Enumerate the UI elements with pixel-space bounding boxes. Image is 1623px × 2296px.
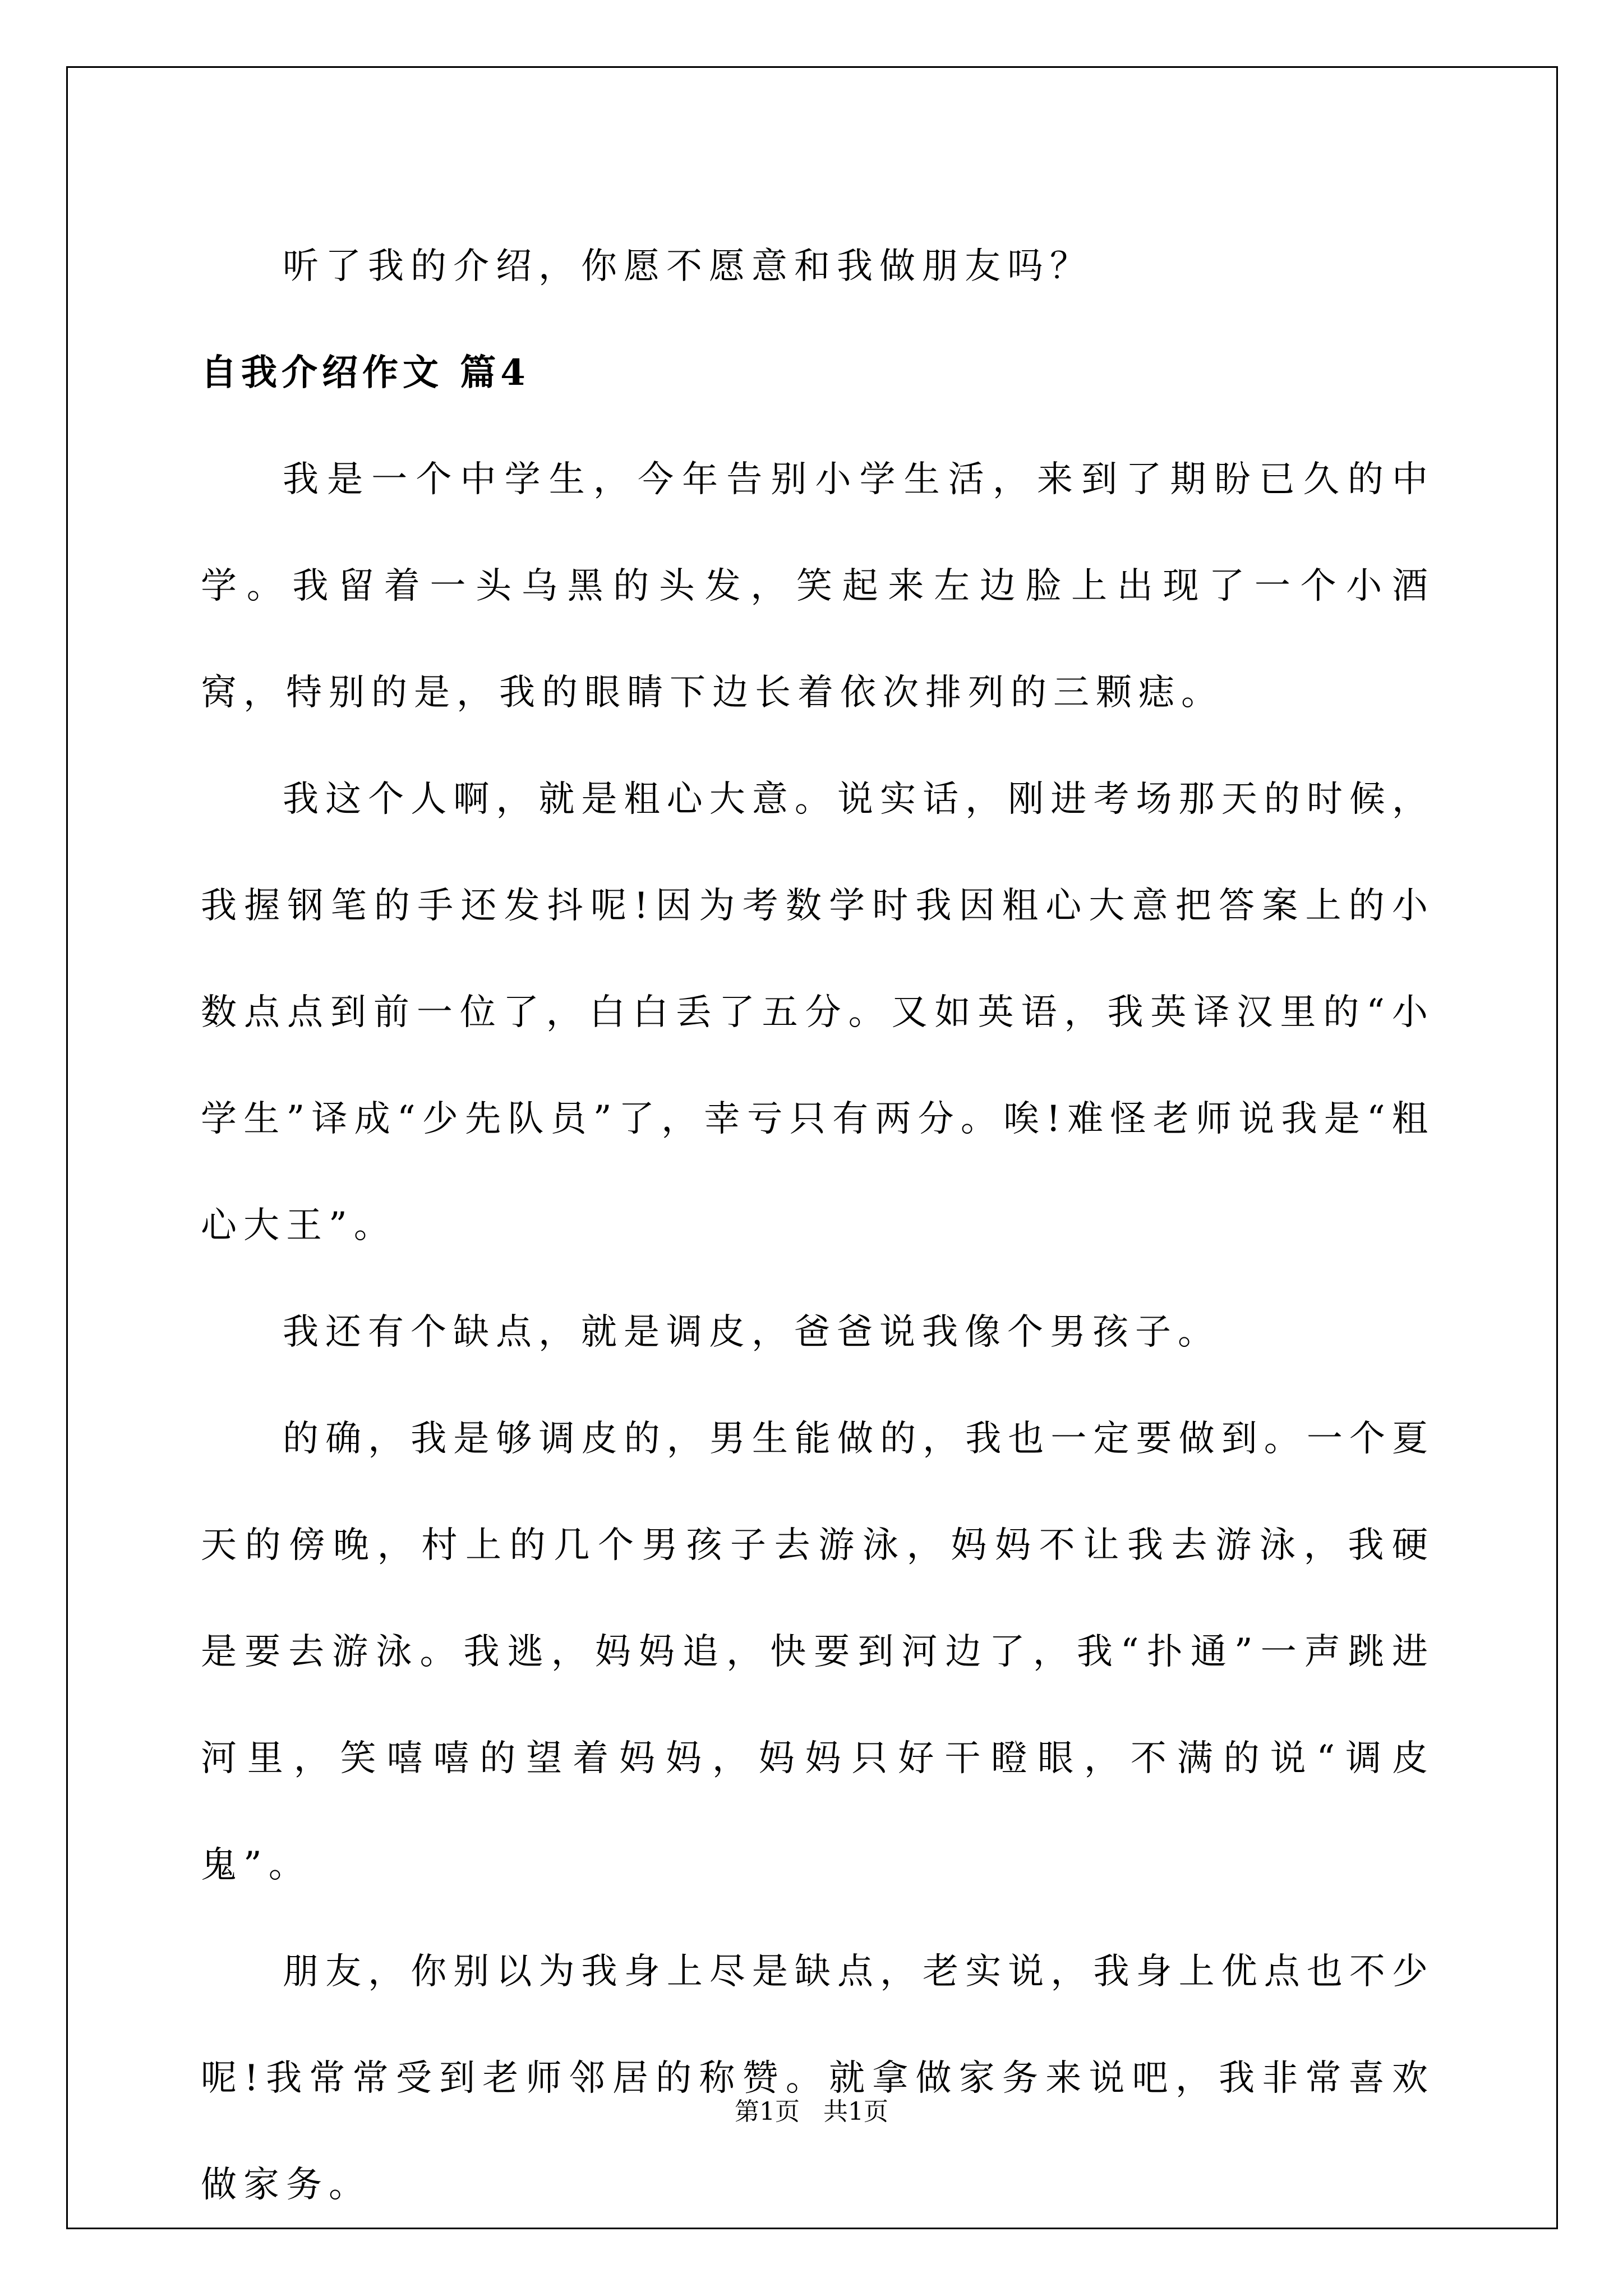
paragraph-closing-question: 听了我的介绍，你愿不愿意和我做朋友吗？ (283, 246, 1092, 287)
paragraph-strengths: 朋友，你别以为我身上尽是缺点，老实说，我身上优点也不少呢!我常常受到老师邻居的称赞。就拿做家务来说吧，我非常喜欢做家务。 (201, 1951, 1435, 2206)
paragraph-naughty: 我还有个缺点，就是调皮，爸爸说我像个男孩子。 (283, 1312, 1220, 1353)
section-heading: 自我介绍作文 篇4 (201, 352, 530, 394)
paragraph-appearance: 我是一个中学生，今年告别小学生活，来到了期盼已久的中学。我留着一头乌黑的头发，笑起来左边脸上出现了一个小酒窝，特别的是，我的眼睛下边长着依次排列的三颗痣。 (201, 459, 1435, 714)
paragraph-swimming-story: 的确，我是够调皮的，男生能做的，我也一定要做到。一个夏天的傍晚，村上的几个男孩子去游泳，妈妈不让我去游泳，我硬是要去游泳。我逃，妈妈追，快要到河边了，我“扑通”一声跳进河里，笑嘻嘻的望着妈妈，妈妈只好干瞪眼，不满的说“调皮鬼”。 (201, 1418, 1435, 1886)
paragraph-careless: 我这个人啊，就是粗心大意。说实话，刚进考场那天的时候，我握钢笔的手还发抖呢!因为考数学时我因粗心大意把答案上的小数点点到前一位了，白白丢了五分。又如英语，我英译汉里的“小学生”译成“少先队员”了，幸亏只有两分。唉!难怪老师说我是“粗心大王”。 (201, 779, 1435, 1246)
page-footer: 第1页 共1页 (735, 2097, 888, 2126)
document-body (201, 213, 1435, 2238)
